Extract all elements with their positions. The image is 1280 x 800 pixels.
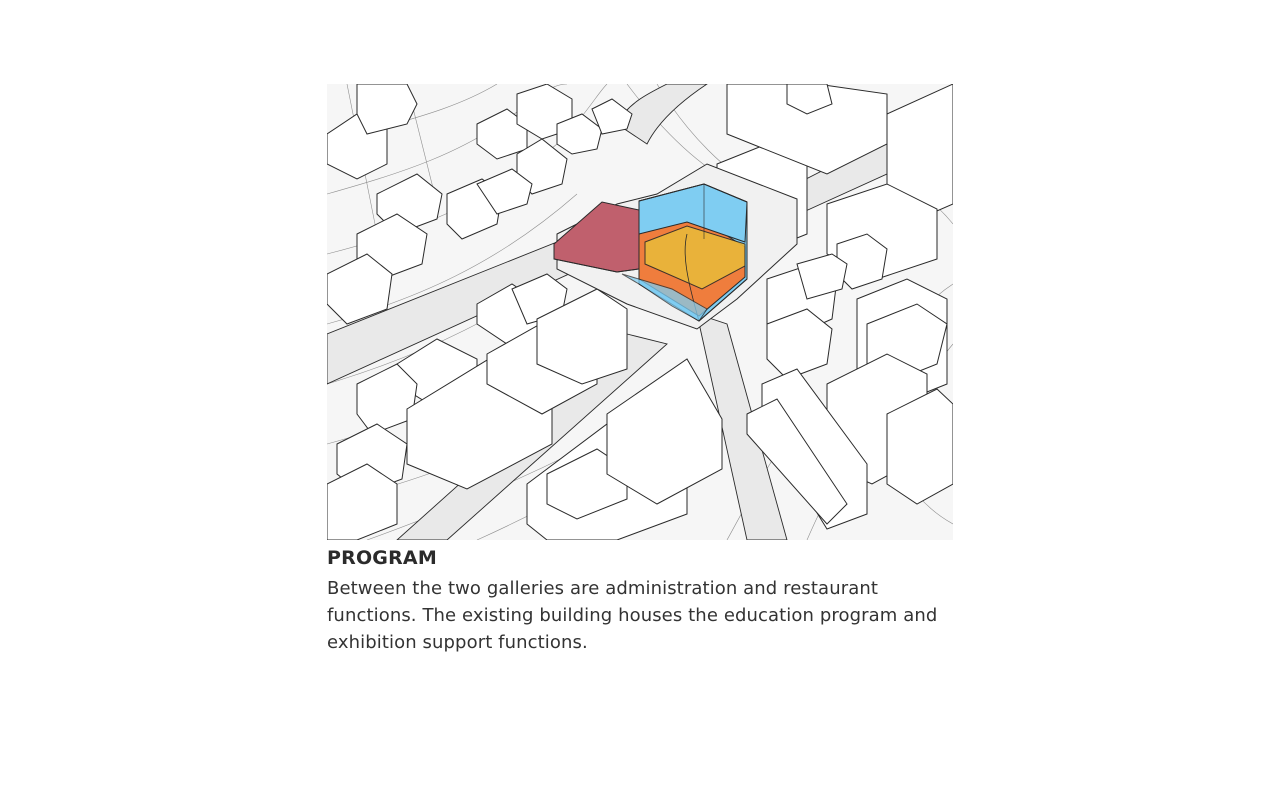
site-axonometric-diagram: [327, 84, 953, 540]
caption-body: Between the two galleries are administration and restaurant functions. The existing building houses the education program and exhibition support functions.: [327, 578, 938, 653]
caption: [327, 545, 967, 656]
existing-building-massing: [554, 202, 639, 272]
caption-title: PROGRAM: [327, 547, 437, 569]
